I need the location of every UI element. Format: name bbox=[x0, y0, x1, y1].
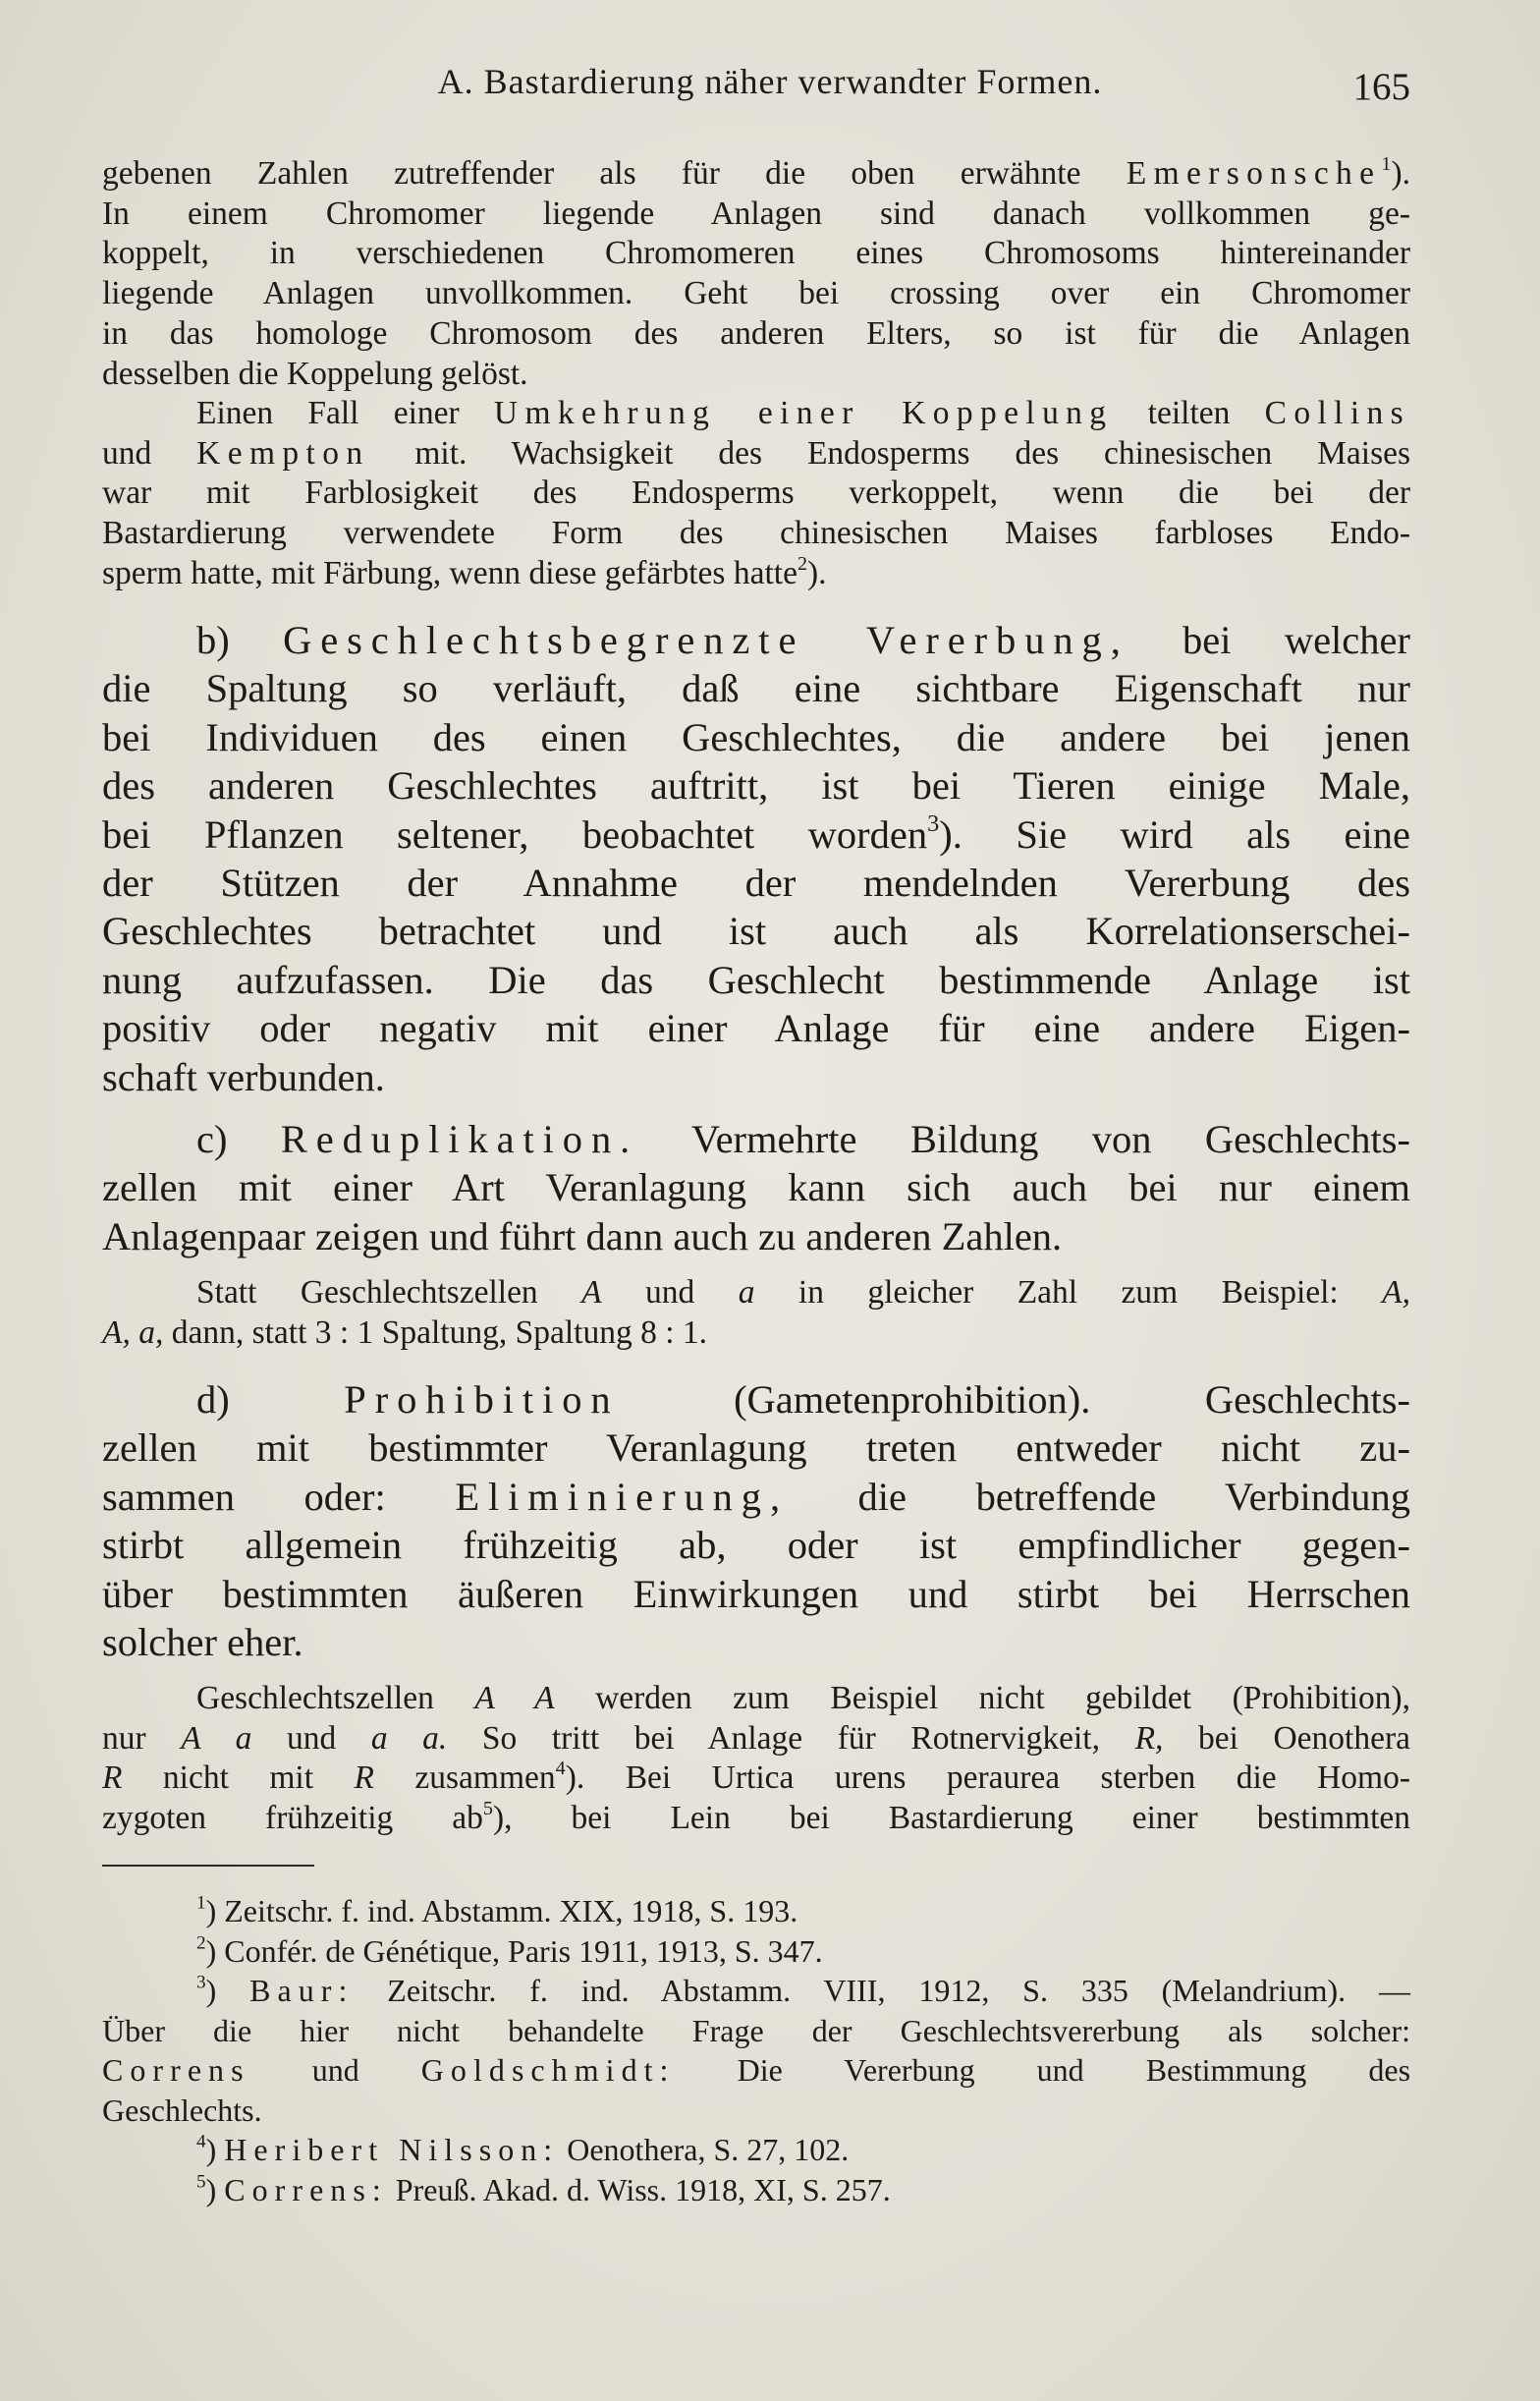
text-line: nung aufzufassen. Die das Geschlecht bestimmende Anlage ist bbox=[102, 957, 1410, 1002]
text-line: c) Reduplikation. Vermehrte Bildung von Geschlechts- bbox=[196, 1117, 1410, 1161]
emphasis-term: Umkehrung einer Koppelung bbox=[493, 395, 1114, 431]
paragraph-umkehrung bbox=[102, 394, 1410, 594]
text-line: R nicht mit R zusammen$^4$). Bei Urtica urens peraurea sterben die Homo- bbox=[102, 1758, 1411, 1797]
text-line: b) Geschlechtsbegrenzte Vererbung, bei welcher bbox=[196, 618, 1410, 662]
text-line: d) Prohibition (Gametenprohibition). Geschlechts- bbox=[196, 1377, 1411, 1422]
section-d bbox=[102, 1375, 1410, 1666]
footnote-divider bbox=[102, 1865, 314, 1867]
section-heading: Reduplikation. bbox=[280, 1117, 639, 1161]
text-line: die Spaltung so verläuft, daß eine sichtbare Eigenschaft nur bbox=[102, 666, 1410, 711]
author-name: Emersonsche bbox=[1126, 155, 1382, 192]
text-line: stirbt allgemein frühzeitig ab, oder ist empfindlicher gegen- bbox=[102, 1523, 1410, 1568]
text-line: Anlagenpaar zeigen und führt dann auch zu anderen Zahlen. bbox=[102, 1213, 1063, 1258]
emphasis-term: Eliminierung, bbox=[455, 1474, 789, 1519]
text-line: über bestimmten äußeren Einwirkungen und stirbt bei Herrschen bbox=[102, 1571, 1410, 1616]
text-line: solcher eher. bbox=[102, 1620, 303, 1665]
text-line: der Stützen der Annahme der mendelnden Vererbung des bbox=[102, 861, 1410, 906]
author-name: Collins bbox=[1264, 395, 1411, 431]
section-d-note bbox=[102, 1679, 1410, 1839]
text-line: und Kempton mit. Wachsigkeit des Endosperms des chinesischen Maises bbox=[102, 434, 1411, 472]
text-line: zellen mit einer Art Veranlagung kann sich auch bei nur einem bbox=[102, 1165, 1410, 1210]
text-line: Einen Fall einer Umkehrung einer Koppelung teilten Collins bbox=[196, 395, 1411, 431]
author-name: Goldschmidt: bbox=[420, 2052, 676, 2088]
footnote: Geschlechts. bbox=[102, 2092, 262, 2128]
footnote-ref: 3 bbox=[927, 810, 940, 837]
author-name: Correns bbox=[102, 2052, 250, 2088]
text-line: In einem Chromomer liegende Anlagen sind danach vollkommen ge- bbox=[102, 195, 1410, 232]
page-number: 165 bbox=[1352, 66, 1410, 108]
section-b bbox=[102, 616, 1410, 1101]
footnote-ref: 4 bbox=[555, 1758, 566, 1780]
text-line: bei Pflanzen seltener, beobachtet worden$^3$). Sie wird als eine bbox=[102, 810, 1410, 857]
text-line: nur A a und a a. So tritt bei Anlage für Rotnervigkeit, R, bei Oenothera bbox=[102, 1719, 1410, 1757]
footnote: Correns und Goldschmidt: Die Vererbung und Bestimmung des bbox=[102, 2052, 1411, 2088]
footnotes bbox=[102, 1891, 1410, 2209]
text-line: war mit Farblosigkeit des Endosperms verkoppelt, wenn die bei der bbox=[102, 475, 1410, 512]
text-line: desselben die Koppelung gelöst. bbox=[102, 355, 528, 392]
text-line: koppelt, in verschiedenen Chromomeren eines Chromosoms hintereinander bbox=[102, 235, 1410, 272]
running-header: A. Bastardierung näher verwandter Formen. bbox=[437, 62, 1103, 101]
footnote: $^1$) Zeitschr. f. ind. Abstamm. XIX, 1918, S. 193. bbox=[196, 1892, 798, 1928]
footnote: Über die hier nicht behandelte Frage der Geschlechtsvererbung als solcher: bbox=[102, 2012, 1410, 2048]
footnote-ref: 2 bbox=[797, 552, 807, 575]
text-line: bei Individuen des einen Geschlechtes, die andere bei jenen bbox=[102, 714, 1410, 759]
footnote: $^4$) Heribert Nilsson: Oenothera, S. 27, 102. bbox=[196, 2131, 850, 2167]
footnote: $^3$) Baur: Zeitschr. f. ind. Abstamm. VIII, 1912, S. 335 (Melandrium). — bbox=[196, 1972, 1411, 2008]
section-c-note bbox=[102, 1273, 1410, 1353]
text-line: schaft verbunden. bbox=[102, 1054, 385, 1099]
text-line: in das homologe Chromosom des anderen Elters, so ist für die Anlagen bbox=[102, 314, 1410, 352]
text-line: gebenen Zahlen zutreffender als für die oben erwähnte Emersonsche$^1$). bbox=[102, 152, 1410, 192]
text-line: Statt Geschlechtszellen A und a in gleicher Zahl zum Beispiel: A, bbox=[196, 1274, 1411, 1311]
paragraph-koppelung bbox=[102, 154, 1410, 394]
text-line: des anderen Geschlechtes auftritt, ist bei Tieren einige Male, bbox=[102, 763, 1410, 809]
section-heading: Prohibition bbox=[344, 1377, 620, 1422]
text-line: positiv oder negativ mit einer Anlage für eine andere Eigen- bbox=[102, 1006, 1410, 1051]
author-name: Heribert Nilsson: bbox=[224, 2132, 560, 2167]
text-line: A, a, dann, statt 3 : 1 Spaltung, Spaltung 8 : 1. bbox=[102, 1313, 708, 1351]
section-c bbox=[102, 1115, 1410, 1260]
text-line: sammen oder: Eliminierung, die betreffende Verbindung bbox=[102, 1474, 1411, 1519]
footnote-ref: 5 bbox=[482, 1798, 493, 1820]
text-line: zellen mit bestimmter Veranlagung treten entweder nicht zu- bbox=[102, 1425, 1410, 1471]
footnote: $^5$) Correns: Preuß. Akad. d. Wiss. 1918, XI, S. 257. bbox=[196, 2171, 891, 2207]
footnote-ref: 1 bbox=[1381, 152, 1392, 175]
footnote: $^2$) Confér. de Génétique, Paris 1911, 1913, S. 347. bbox=[196, 1932, 823, 1969]
author-name: Baur: bbox=[249, 1973, 355, 2008]
author-name: Kempton bbox=[196, 434, 370, 472]
section-heading: Geschlechtsbegrenzte Vererbung, bbox=[283, 618, 1129, 662]
text-line: liegende Anlagen unvollkommen. Geht bei crossing over ein Chromomer bbox=[102, 275, 1410, 312]
text-line: zygoten frühzeitig $ab^5$), bei Lein bei Bastardierung einer bestimmten bbox=[102, 1798, 1410, 1837]
text-line: sperm hatte, mit Färbung, wenn diese gefärbtes hatte$^2$). bbox=[102, 552, 827, 591]
author-name: Correns: bbox=[224, 2171, 388, 2207]
text-line: Geschlechtes betrachtet und ist auch als Korrelationserschei- bbox=[102, 909, 1410, 954]
text-line: Geschlechtszellen A A werden zum Beispiel nicht gebildet (Prohibition), bbox=[196, 1680, 1411, 1716]
text-line: Bastardierung verwendete Form des chinesischen Maises farbloses Endo- bbox=[102, 515, 1410, 552]
